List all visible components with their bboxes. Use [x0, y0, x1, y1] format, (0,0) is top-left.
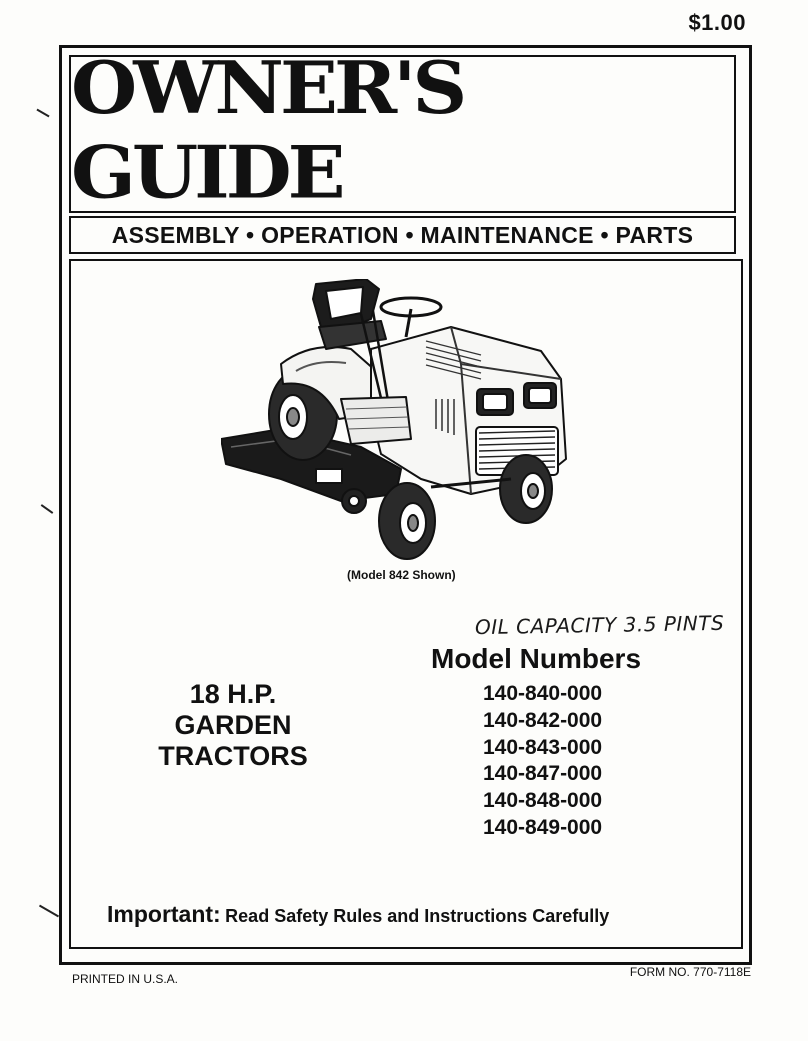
model-number-item: 140-848-000	[483, 789, 603, 813]
content-box	[69, 259, 743, 949]
product-type-line1: GARDEN	[174, 710, 292, 740]
important-notice	[107, 901, 609, 928]
model-number-item: 140-847-000	[483, 762, 603, 786]
image-caption: (Model 842 Shown)	[347, 568, 456, 582]
model-number-item: 140-840-000	[483, 682, 603, 705]
product-description	[143, 679, 323, 772]
important-text: Read Safety Rules and Instructions Carefully	[225, 906, 610, 926]
model-number-item: 140-843-000	[483, 735, 603, 759]
subtitle-box	[69, 216, 736, 254]
product-hp: 18 H.P.	[189, 679, 277, 709]
title-box	[69, 45, 736, 215]
printed-in-label: PRINTED IN U.S.A.	[72, 972, 179, 986]
important-label: Important:	[107, 901, 221, 927]
model-numbers-heading: Model Numbers	[431, 643, 642, 674]
page-title: OWNER'S GUIDE	[71, 45, 464, 215]
section-subtitle: ASSEMBLY • OPERATION • MAINTENANCE • PARTS	[111, 221, 694, 248]
price-label: $1.00	[688, 10, 746, 35]
handwritten-note: OIL CAPACITY 3.5 PINTS	[474, 610, 725, 640]
model-numbers-list	[483, 681, 602, 842]
model-number-item: 140-849-000	[483, 815, 603, 839]
model-number-item: 140-842-000	[483, 708, 603, 732]
scan-mark	[36, 109, 49, 118]
scan-mark	[39, 905, 59, 918]
scan-mark	[41, 504, 54, 514]
tractor-illustration	[221, 279, 641, 564]
product-type-line2: TRACTORS	[158, 741, 308, 771]
form-number: FORM NO. 770-7118E	[629, 965, 751, 979]
